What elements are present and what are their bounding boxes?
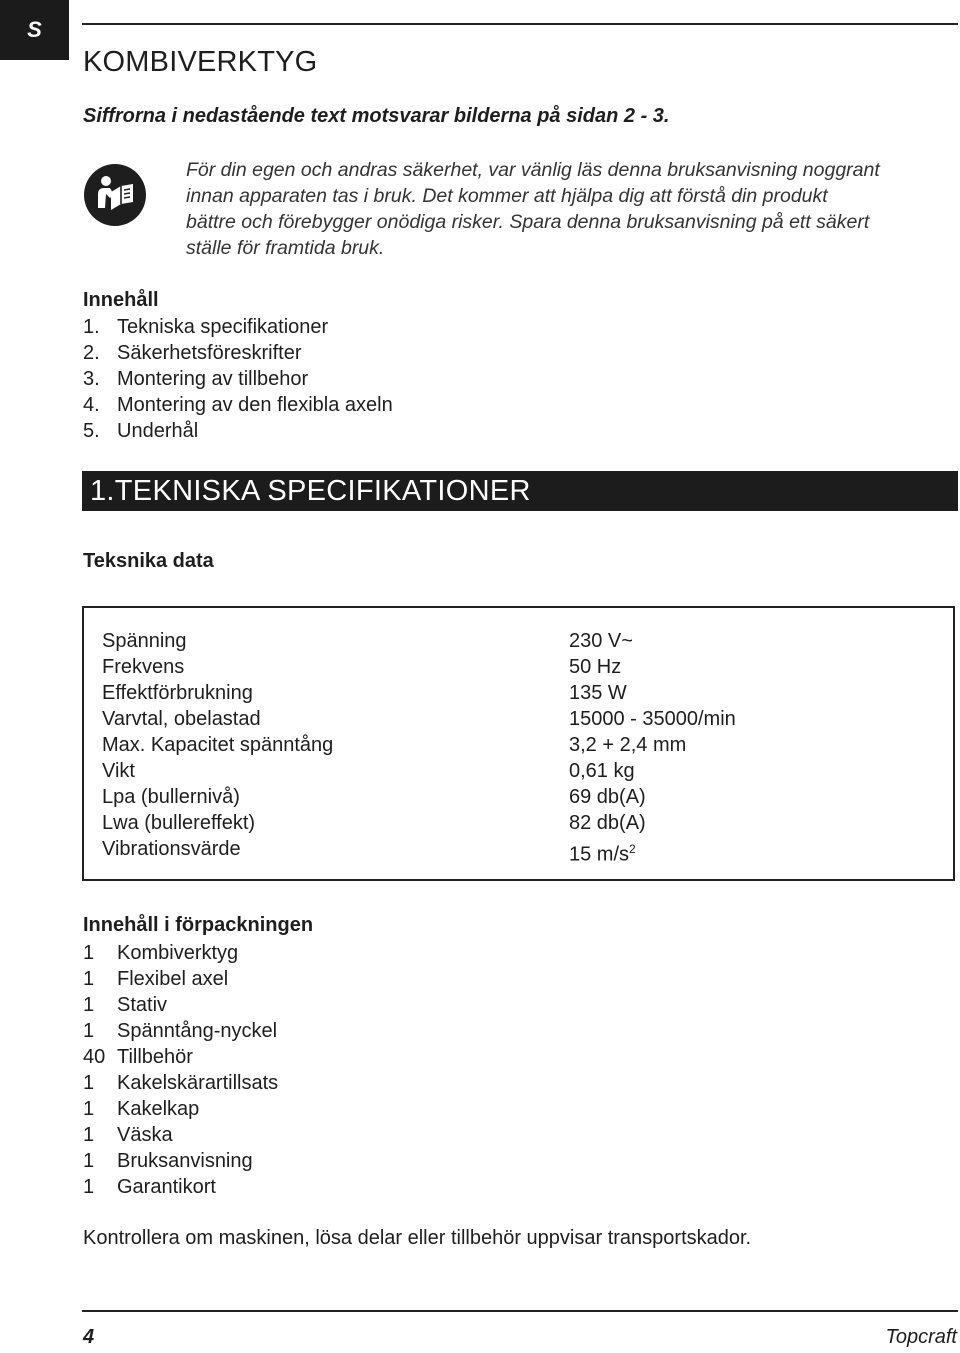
intro-line: innan apparaten tas i bruk. Det kommer att hjälpa dig att förstå din produkt bbox=[186, 185, 828, 207]
bottom-divider bbox=[82, 1310, 958, 1312]
item-label: Bruksanvisning bbox=[117, 1150, 253, 1172]
spec-value-superscript: 2 bbox=[629, 842, 636, 856]
list-item bbox=[83, 1044, 278, 1070]
spec-row bbox=[102, 654, 942, 680]
spec-value-text: 15 m/s bbox=[569, 843, 630, 866]
spec-value: 69 db(A) bbox=[569, 786, 646, 808]
page-subtitle: Siffrorna i nedastående text motsvarar bilderna på sidan 2 - 3. bbox=[83, 105, 670, 127]
item-quantity: 1 bbox=[83, 994, 95, 1016]
toc-item bbox=[83, 314, 393, 340]
item-quantity: 1 bbox=[83, 1072, 95, 1094]
item-label: Tillbehör bbox=[117, 1046, 193, 1068]
toc-item bbox=[83, 392, 393, 418]
list-item bbox=[83, 1174, 278, 1200]
spec-label: Frekvens bbox=[102, 656, 185, 678]
spec-value: 3,2 + 2,4 mm bbox=[569, 734, 687, 756]
list-item bbox=[83, 1122, 278, 1148]
safety-intro bbox=[186, 157, 960, 261]
spec-label: Effektförbrukning bbox=[102, 682, 253, 704]
read-manual-icon bbox=[84, 164, 146, 226]
list-item bbox=[83, 1070, 278, 1096]
item-label: Garantikort bbox=[117, 1176, 216, 1198]
page-title: KOMBIVERKTYG bbox=[83, 46, 318, 78]
toc-item-label: Montering av den flexibla axeln bbox=[117, 394, 393, 416]
item-label: Kakelskärartillsats bbox=[117, 1072, 279, 1094]
spec-value: 135 W bbox=[569, 682, 627, 704]
toc-title: Innehåll bbox=[83, 289, 159, 311]
toc-item-label: Tekniska specifikationer bbox=[117, 316, 329, 338]
item-label: Stativ bbox=[117, 994, 168, 1016]
item-quantity: 1 bbox=[83, 1098, 95, 1120]
spec-row bbox=[102, 758, 942, 784]
toc-item bbox=[83, 340, 393, 366]
spec-value: 15000 - 35000/min bbox=[569, 708, 736, 730]
list-item bbox=[83, 1096, 278, 1122]
toc-item-label: Säkerhetsföreskrifter bbox=[117, 342, 302, 364]
list-item bbox=[83, 940, 278, 966]
intro-line: ställe för framtida bruk. bbox=[186, 237, 385, 259]
page-number: 4 bbox=[83, 1326, 95, 1348]
list-item bbox=[83, 1018, 278, 1044]
toc-item-number: 1. bbox=[83, 316, 100, 338]
item-quantity: 1 bbox=[83, 1124, 95, 1146]
item-quantity: 1 bbox=[83, 1150, 95, 1172]
spec-label: Vikt bbox=[102, 760, 135, 782]
spec-row bbox=[102, 680, 942, 706]
spec-label: Lpa (bullernivå) bbox=[102, 786, 240, 808]
item-label: Kakelkap bbox=[117, 1098, 200, 1120]
item-label: Kombiverktyg bbox=[117, 942, 239, 964]
spec-row bbox=[102, 784, 942, 810]
package-contents-list bbox=[83, 940, 278, 1200]
spec-label: Max. Kapacitet spänntång bbox=[102, 734, 334, 756]
list-item bbox=[83, 1148, 278, 1174]
item-label: Spänntång-nyckel bbox=[117, 1020, 278, 1042]
spec-value: 230 V~ bbox=[569, 630, 633, 652]
item-quantity: 1 bbox=[83, 968, 95, 990]
intro-line: För din egen och andras säkerhet, var vänlig läs denna bruksanvisning noggrant bbox=[186, 159, 880, 181]
spec-value: 50 Hz bbox=[569, 656, 622, 678]
technical-data-title: Teksnika data bbox=[83, 550, 214, 572]
list-item bbox=[83, 966, 278, 992]
package-contents-title: Innehåll i förpackningen bbox=[83, 914, 314, 936]
spec-value: 0,61 kg bbox=[569, 760, 635, 782]
item-label: Väska bbox=[117, 1124, 173, 1146]
toc-item-number: 2. bbox=[83, 342, 100, 364]
spec-label: Varvtal, obelastad bbox=[102, 708, 261, 730]
spec-value bbox=[569, 836, 636, 868]
toc-item bbox=[83, 366, 393, 392]
item-quantity: 1 bbox=[83, 1020, 95, 1042]
toc-item-number: 4. bbox=[83, 394, 100, 416]
toc-list bbox=[83, 314, 393, 444]
toc-item-label: Underhål bbox=[117, 420, 199, 442]
toc-item bbox=[83, 418, 393, 444]
toc-item-label: Montering av tillbehor bbox=[117, 368, 309, 390]
item-label: Flexibel axel bbox=[117, 968, 229, 990]
list-item bbox=[83, 992, 278, 1018]
brand-name: Topcraft bbox=[885, 1326, 957, 1348]
spec-row bbox=[102, 810, 942, 836]
transport-damage-note: Kontrollera om maskinen, lösa delar eller tillbehör uppvisar transportskador. bbox=[83, 1227, 752, 1249]
language-tab: S bbox=[0, 0, 69, 60]
spec-label: Lwa (bullereffekt) bbox=[102, 812, 256, 834]
spec-row bbox=[102, 628, 942, 654]
item-quantity: 1 bbox=[83, 1176, 95, 1198]
spec-value: 82 db(A) bbox=[569, 812, 646, 834]
toc-item-number: 5. bbox=[83, 420, 100, 442]
spec-table bbox=[82, 606, 955, 881]
intro-line: bättre och förebygger onödiga risker. Spara denna bruksanvisning på ett säkert bbox=[186, 211, 870, 233]
spec-label: Spänning bbox=[102, 630, 187, 652]
top-divider bbox=[82, 23, 958, 25]
spec-row bbox=[102, 732, 942, 758]
spec-row bbox=[102, 706, 942, 732]
spec-label: Vibrationsvärde bbox=[102, 838, 241, 860]
item-quantity: 40 bbox=[83, 1046, 106, 1068]
item-quantity: 1 bbox=[83, 942, 95, 964]
toc-item-number: 3. bbox=[83, 368, 100, 390]
spec-row bbox=[102, 836, 942, 866]
section-heading: 1.TEKNISKA SPECIFIKATIONER bbox=[82, 471, 958, 511]
